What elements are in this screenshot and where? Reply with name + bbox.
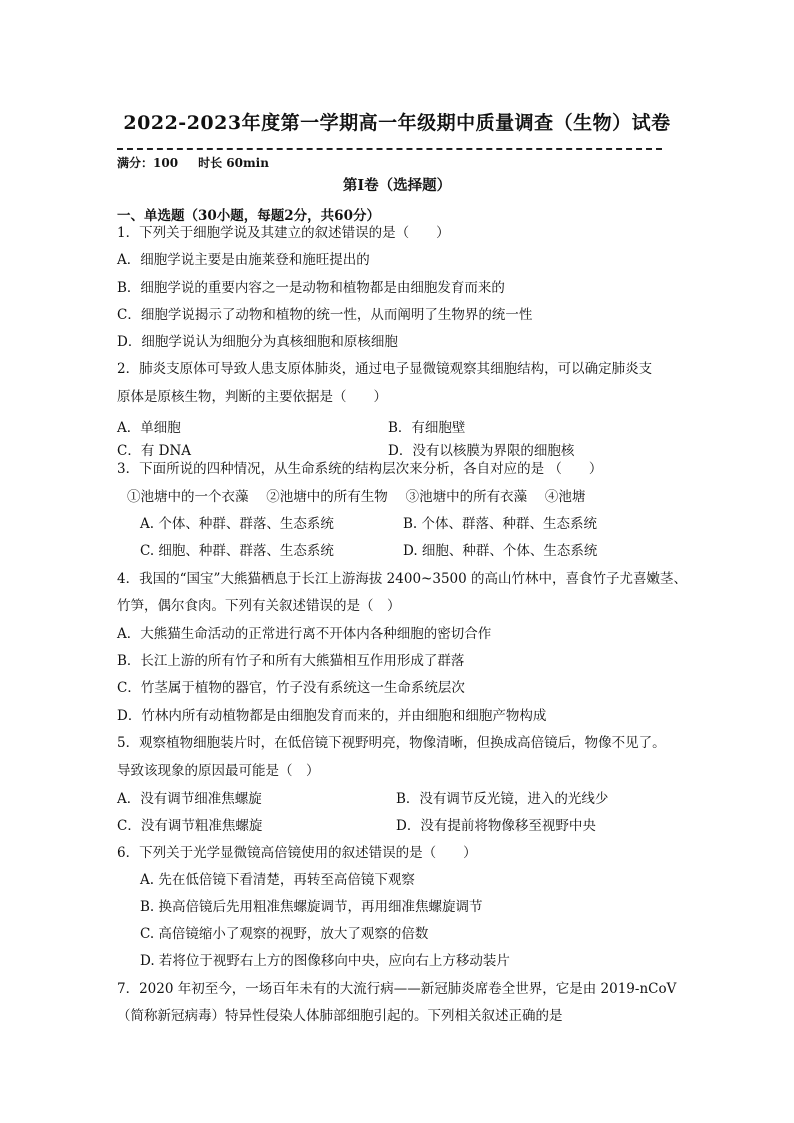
q4-stem-line2: 竹笋，偶尔食肉。下列有关叙述错误的是（ ） [117, 598, 401, 614]
q6-option-a: A. 先在低倍镜下看清楚，再转至高倍镜下观察 [140, 872, 415, 888]
exam-title: 2022-2023年度第一学期高一年级期中质量调查（生物）试卷 [123, 112, 671, 134]
q7-stem-line2: （简称新冠病毒）特异性侵染人体肺部细胞引起的。下列相关叙述正确的是 [117, 1008, 563, 1024]
q6-option-c: C. 高倍镜缩小了观察的视野，放大了观察的倍数 [140, 926, 429, 942]
q6-option-d: D. 若将位于视野右上方的图像移向中央，应向右上方移动装片 [140, 953, 510, 969]
q5-stem-line2: 导致该现象的原因最可能是（ ） [117, 763, 320, 779]
q1-option-c: C．细胞学说揭示了动物和植物的统一性，从而阐明了生物界的统一性 [117, 307, 533, 323]
q2-stem-line2: 原体是原核生物，判断的主要依据是（ ） [117, 389, 387, 405]
full-score: 满分：100 [117, 156, 179, 170]
q2-stem-line1: 2．肺炎支原体可导致人患支原体肺炎，通过电子显微镜观察其细胞结构，可以确定肺炎支 [117, 361, 653, 377]
q5-option-d: D．没有提前将物像移至视野中央 [396, 818, 596, 834]
duration: 时长 60min [198, 156, 269, 170]
section-title: 一、单选题（30小题，每题2分，共60分） [117, 208, 380, 224]
q5-stem-line1: 5．观察植物细胞装片时，在低倍镜下视野明亮，物像清晰，但换成高倍镜后，物像不见了。 [117, 735, 666, 751]
q3-option-b: B. 个体、群落、种群、生态系统 [403, 516, 598, 532]
q3-option-d: D. 细胞、种群、个体、生态系统 [403, 543, 598, 559]
q1-option-a: A．细胞学说主要是由施莱登和施旺提出的 [117, 252, 370, 268]
q4-option-a: A．大熊猫生命活动的正常进行离不开体内各种细胞的密切合作 [117, 626, 492, 642]
title-divider [117, 148, 662, 150]
q5-option-a: A．没有调节细准焦螺旋 [117, 791, 262, 807]
q6-option-b: B. 换高倍镜后先用粗准焦螺旋调节，再用细准焦螺旋调节 [140, 899, 483, 915]
q2-option-d: D．没有以核膜为界限的细胞核 [388, 443, 575, 459]
q3-option-c: C. 细胞、种群、群落、生态系统 [140, 543, 334, 559]
q2-option-b: B．有细胞壁 [388, 420, 466, 436]
q4-option-c: C．竹茎属于植物的器官，竹子没有系统这一生命系统层次 [117, 680, 465, 696]
q1-option-d: D．细胞学说认为细胞分为真核细胞和原核细胞 [117, 334, 398, 350]
q6-stem: 6．下列关于光学显微镜高倍镜使用的叙述错误的是（ ） [117, 845, 477, 861]
q4-option-d: D．竹林内所有动植物都是由细胞发育而来的，并由细胞和细胞产物构成 [117, 708, 547, 724]
q5-option-b: B．没有调节反光镜，进入的光线少 [396, 791, 609, 807]
exam-meta [117, 154, 289, 171]
q3-stem: 3．下面所说的四种情况，从生命系统的结构层次来分析，各自对应的是 （ ） [117, 461, 603, 477]
q2-option-a: A．单细胞 [117, 420, 181, 436]
q2-option-c: C．有 DNA [117, 443, 192, 459]
q4-stem-line1: 4．我国的“国宝”大熊猫栖息于长江上游海拔 2400~3500 的高山竹林中，喜食竹子尤喜嫩茎、 [117, 571, 687, 587]
q3-option-a: A. 个体、种群、群落、生态系统 [140, 516, 334, 532]
q1-stem: 1．下列关于细胞学说及其建立的叙述错误的是（ ） [117, 225, 450, 241]
q5-option-c: C．没有调节粗准焦螺旋 [117, 818, 263, 834]
part-title: 第Ⅰ卷（选择题） [342, 177, 452, 194]
q7-stem-line1: 7．2020 年初至今，一场百年未有的大流行病——新冠肺炎席卷全世界，它是由 2019-nCoV [117, 981, 677, 997]
q4-option-b: B．长江上游的所有竹子和所有大熊猫相互作用形成了群落 [117, 653, 465, 669]
q3-items: ①池塘中的一个衣藻 ②池塘中的所有生物 ③池塘中的所有衣藻 ④池塘 [127, 489, 586, 505]
q1-option-b: B．细胞学说的重要内容之一是动物和植物都是由细胞发育而来的 [117, 280, 505, 296]
